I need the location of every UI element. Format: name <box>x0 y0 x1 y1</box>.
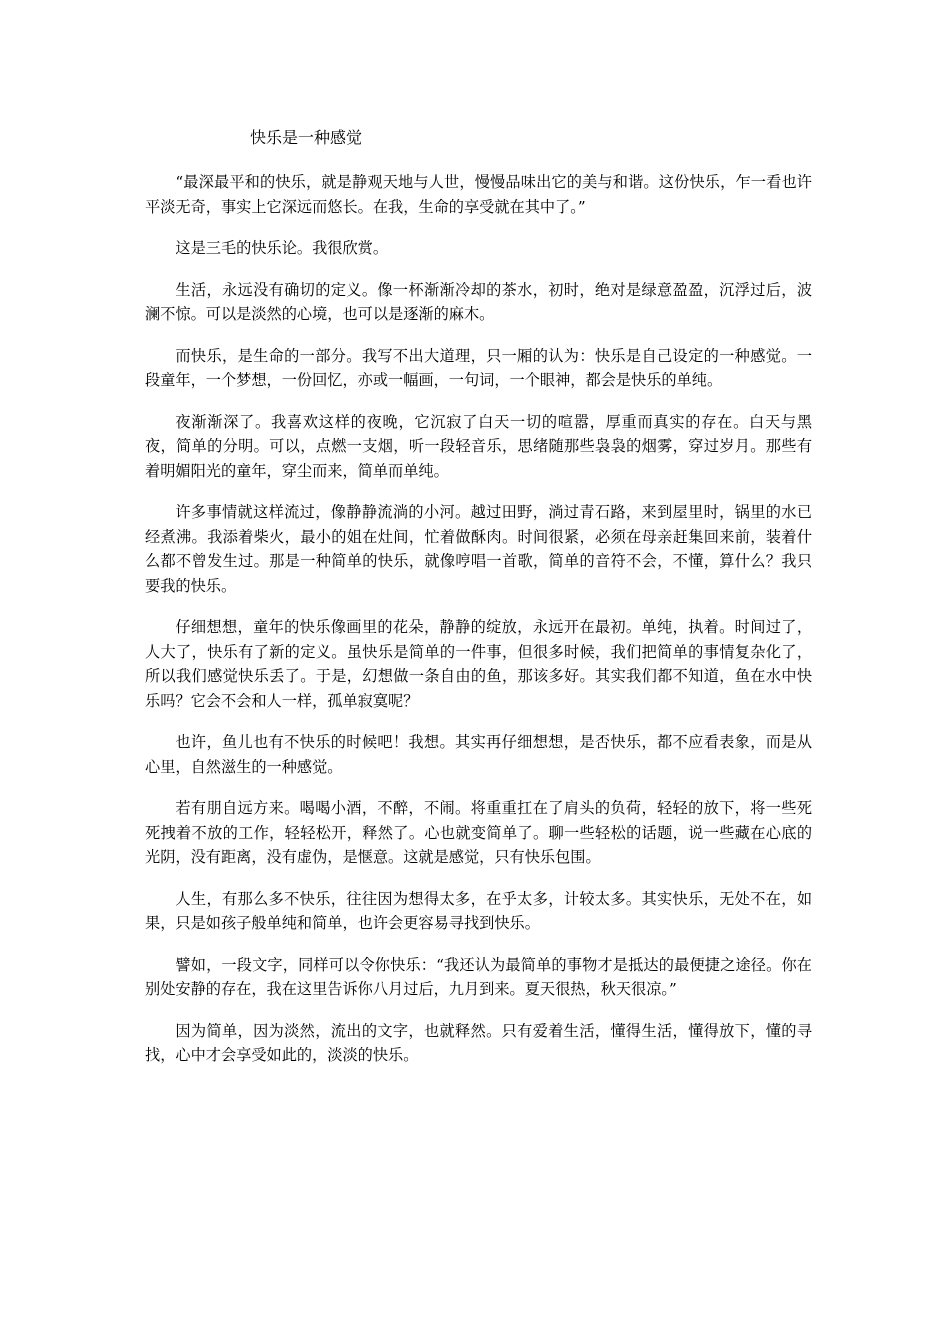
paragraph-12: 因为简单，因为淡然，流出的文字，也就释然。只有爱着生活，懂得生活，懂得放下，懂的寻找，心中才会享受如此的，淡淡的快乐。 <box>145 1021 812 1064</box>
paragraph-7: 仔细想想，童年的快乐像画里的花朵，静静的绽放，永远开在最初。单纯，执着。时间过了，人大了，快乐有了新的定义。虽快乐是简单的一件事，但很多时候，我们把简单的事情复杂化了，所以我们感觉快乐丢了。于是，幻想做一条自由的鱼，那该多好。其实我们都不知道，鱼在水中快乐吗？它会不会和人一样，孤单寂寞呢？ <box>145 618 812 710</box>
document-body <box>145 170 812 1085</box>
paragraph-9: 若有朋自远方来。喝喝小酒，不醉，不闹。将重重扛在了肩头的负荷，轻轻的放下，将一些死死拽着不放的工作，轻轻松开，释然了。心也就变简单了。聊一些轻松的话题，说一些藏在心底的光阴，没有距离，没有虚伪，是惬意。这就是感觉，只有快乐包围。 <box>145 799 812 866</box>
paragraph-1: “最深最平和的快乐，就是静观天地与人世，慢慢品味出它的美与和谐。这份快乐，乍一看也许平淡无奇，事实上它深远而悠长。在我，生命的享受就在其中了。” <box>145 173 812 216</box>
paragraph-3: 生活，永远没有确切的定义。像一杯渐渐冷却的茶水，初时，绝对是绿意盈盈，沉浮过后，波澜不惊。可以是淡然的心境，也可以是逐渐的麻木。 <box>145 280 812 323</box>
paragraph-10: 人生，有那么多不快乐，往往因为想得太多，在乎太多，计较太多。其实快乐，无处不在，如果，只是如孩子般单纯和简单，也许会更容易寻找到快乐。 <box>145 889 812 932</box>
paragraph-2: 这是三毛的快乐论。我很欣赏。 <box>175 239 389 257</box>
paragraph-6: 许多事情就这样流过，像静静流淌的小河。越过田野，淌过青石路，来到屋里时，锅里的水已经煮沸。我添着柴火，最小的姐在灶间，忙着做酥肉。时间很紧，必须在母亲赶集回来前，装着什么都不曾发生过。那是一种简单的快乐，就像哼唱一首歌，简单的音符不会，不懂，算什么？我只要我的快乐。 <box>145 503 812 595</box>
document-title: 快乐是一种感觉 <box>250 128 363 147</box>
paragraph-8: 也许，鱼儿也有不快乐的时候吧！我想。其实再仔细想想，是否快乐，都不应看表象，而是从心里，自然滋生的一种感觉。 <box>145 733 812 776</box>
paragraph-5: 夜渐渐深了。我喜欢这样的夜晚，它沉寂了白天一切的喧嚣，厚重而真实的存在。白天与黑夜，简单的分明。可以，点燃一支烟，听一段轻音乐，思绪随那些袅袅的烟雾，穿过岁月。那些有着明媚阳光的童年，穿尘而来，简单而单纯。 <box>145 412 812 480</box>
paragraph-11: 譬如，一段文字，同样可以令你快乐：“我还认为最简单的事物才是抵达的最便捷之途径。你在别处安静的存在，我在这里告诉你八月过后，九月到来。夏天很热，秋天很凉。” <box>145 955 812 998</box>
paragraph-4: 而快乐，是生命的一部分。我写不出大道理，只一厢的认为：快乐是自己设定的一种感觉。一段童年，一个梦想，一份回忆，亦或一幅画，一句词，一个眼神，都会是快乐的单纯。 <box>145 346 812 389</box>
